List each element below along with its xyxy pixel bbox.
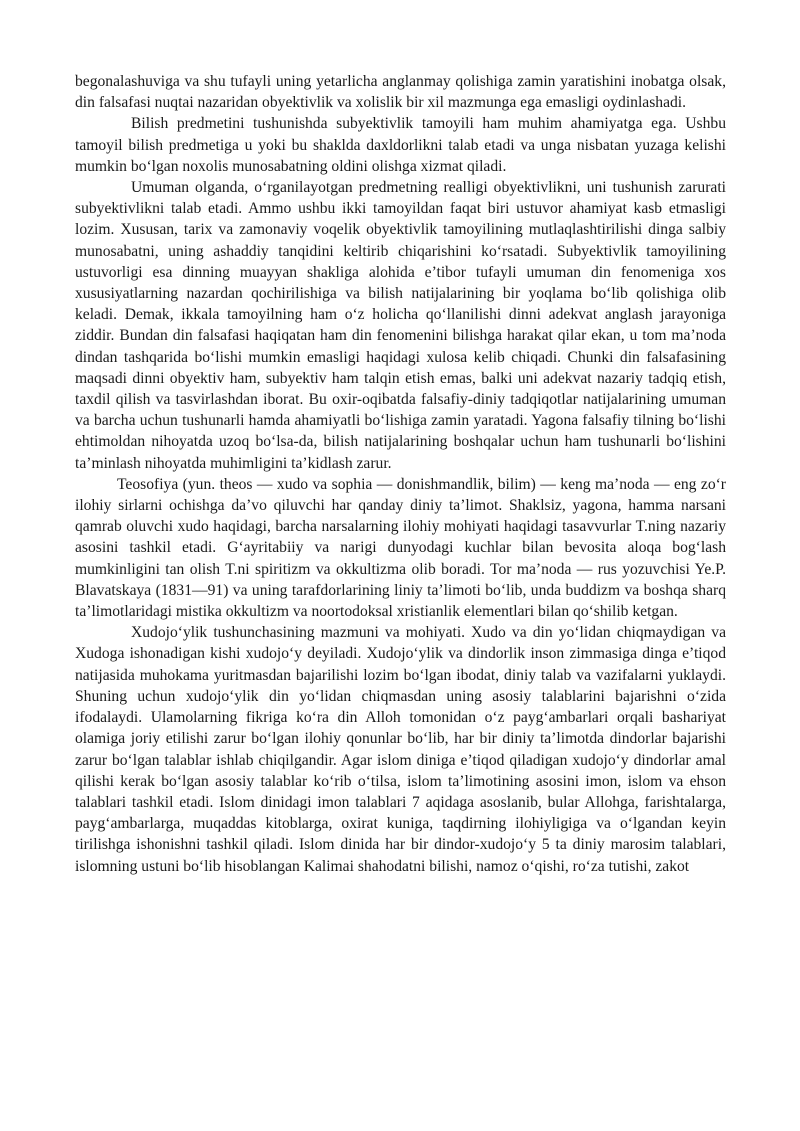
paragraph-objectivity-subjectivity: Umuman olganda, o‘rganilayotgan predmetning realligi obyektivlikni, uni tushunish zarurati subyektivlikni talab etadi. Ammo ushbu ikki tamoyildan faqat biri ustuvor ahamiyat kasb etmasligi lozim. Xususan, tarix va zamonaviy voqelik obyektivlik tamoyilining mutlaqlashtirilishi dinga salbiy munosabatni, uning ashaddiy tanqidini keltirib chiqarishini ko‘rsatadi. Subyektivlik tamoyilining ustuvorligi esa dinning muayyan shakliga alohida e’tibor tufayli umuman din fenomeniga xos xususiyatlarning nazardan qochirilishiga va bilish natijalarining bir yoqlama bo‘lib qolishiga olib keladi. Demak, ikkala tamoyilning ham o‘z holicha qo‘llanilishi dinni adekvat anglash jarayoniga ziddir. Bundan din falsafasi haqiqatan ham din fenomenini bilishga harakat qilar ekan, u tom ma’noda dindan tashqarida bo‘lishi mumkin emasligi haqidagi xulosa kelib chiqadi. Chunki din falsafasining maqsadi dinni obyektiv ham, subyektiv ham talqin etish emas, balki uni adekvat nazariy tadqiq etish, taxdil qilish va tasvirlashdan iborat. Bu oxir-oqibatda falsafiy-diniy tadqiqotlar natijalarining umuman va barcha uchun tushunarli hamda ahamiyatli bo‘lishiga zamin yaratadi. Yagona falsafiy tilning bo‘lishi ehtimoldan nihoyatda uzoq bo‘lsa-da, bilish natijalarining boshqalar uchun ham tushunarli bo‘lishini ta’minlash nihoyatda muhimligini ta’kidlash zarur. [75, 179, 726, 472]
paragraph-theosophy: Teosofiya (yun. theos — xudo va sophia — donishmandlik, bilim) — keng ma’noda — eng zo‘r ilohiy sirlarni ochishga da’vo qiluvchi har qanday diniy ta’limot. Shaklsiz, yagona, hamma narsani qamrab oluvchi xudo haqidagi, barcha narsalarning ilohiy mohiyati haqidagi tasavvurlar T.ning nazariy asosini tashkil etadi. G‘ayritabiiy va narigi dunyodagi kuchlar bilan bevosita aloqa bog‘lash mumkinligini tan olish T.ni spiritizm va okkultizma olib boradi. Tor ma’noda — rus yozuvchisi Ye.P. Blavatskaya (1831—91) va uning tarafdorlarining liniy ta’limoti bo‘lib, unda buddizm va boshqa sharq ta’limotlaridagi mistika okkultizm va noortodoksal xristianlik elementlari bilan qo‘shilib ketgan. [75, 475, 726, 621]
paragraph-continuation: begonalashuviga va shu tufayli uning yetarlicha anglanmay qolishiga zamin yaratishini inobatga olsak, din falsafasi nuqtai nazaridan obyektivlik va xolislik bir xil mazmunga ega emasligi oydinlashadi. [75, 73, 726, 112]
paragraph-godliness: Xudojo‘ylik tushunchasining mazmuni va mohiyati. Xudo va din yo‘lidan chiqmaydigan va Xudoga ishonadigan kishi xudojo‘y deyiladi. Xudojo‘ylik va dindorlik inson zimmasiga dinga e’tiqod natijasida muhokama yuritmasdan bajarilishi lozim bo‘lgan ibodat, diniy talab va vazifalarni yuklaydi. Shuning uchun xudojo‘ylik din yo‘lidan chiqmasdan uning asosiy talablarini bajarishni o‘zida ifodalaydi. Ulamolarning fikriga ko‘ra din Alloh tomonidan o‘z payg‘ambarlari orqali bashariyat olamiga joriy etilishi zarur bo‘lgan ilohiy qonunlar bo‘lib, har bir diniy ta’limotda dindorlar bajarishi zarur bo‘lgan talablar ishlab chiqilgandir. Agar islom diniga e’tiqod qiladigan xudojo‘y dindorlar amal qilishi kerak bo‘lgan asosiy talablar ko‘rib o‘tilsa, islom ta’limotining asosini imon, islom va ehson talablari tashkil etadi. Islom dinidagi imon talablari 7 aqidaga asoslanib, bular Allohga, farishtalarga, payg‘ambarlarga, muqaddas kitoblarga, oxirat kuniga, taqdirning ilohiyligiga va o‘lgandan keyin tirilishga ishonishni tashkil qiladi. Islom dinida har bir dindor-xudojo‘y 5 ta diniy marosim talablari, islomning ustuni bo‘lib hisoblangan Kalimai shahodatni bilishi, namoz o‘qishi, ro‘za tutishi, zakot [75, 624, 726, 875]
paragraph-subjectivity-principle: Bilish predmetini tushunishda subyektivlik tamoyili ham muhim ahamiyatga ega. Ushbu tamoyil bilish predmetiga u yoki bu shaklda daxldorlikni talab etadi va unga nisbatan yuzaga kelishi mumkin bo‘lgan noxolis munosabatning oldini olishga xizmat qiladi. [75, 115, 726, 175]
document-page [75, 71, 726, 877]
